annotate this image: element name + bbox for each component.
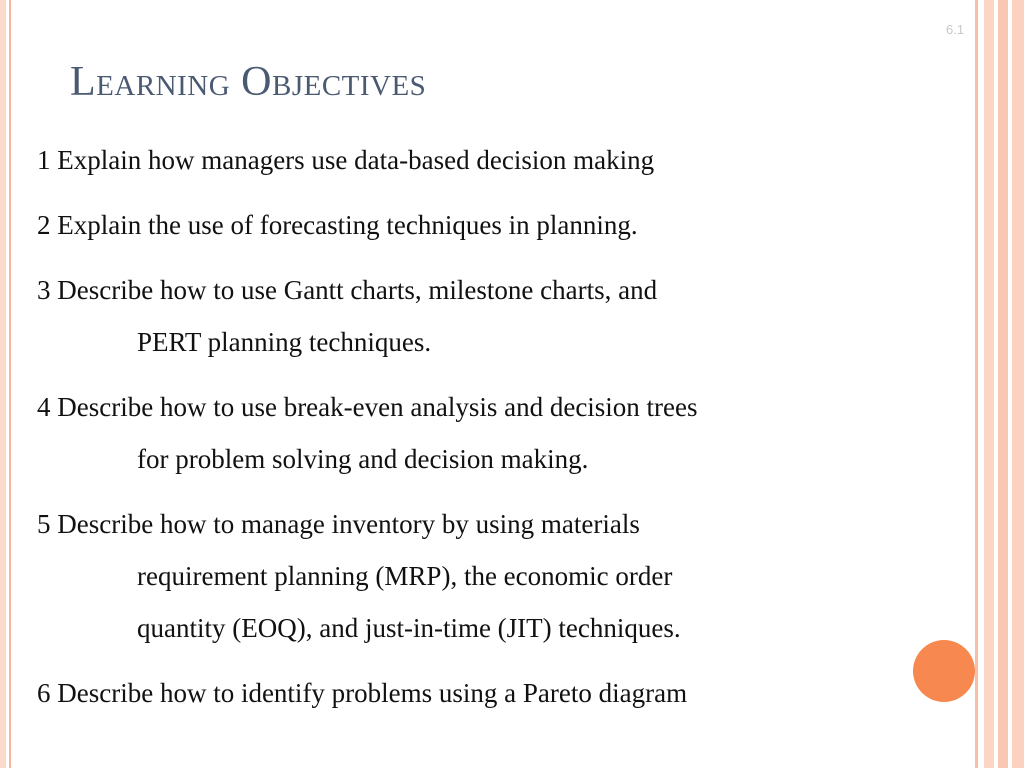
objective-item <box>37 381 937 485</box>
right-border-stripe <box>1012 0 1024 768</box>
objective-line-continuation: quantity (EOQ), and just-in-time (JIT) techniques. <box>137 613 681 643</box>
objective-line: 2 Explain the use of forecasting techniques in planning. <box>37 210 638 240</box>
objective-item <box>37 498 937 654</box>
right-decorative-border <box>975 0 1024 768</box>
left-border-band <box>0 0 6 768</box>
decorative-orange-circle <box>913 640 975 702</box>
right-border-stripe <box>998 0 1008 768</box>
slide-title: Learning Objectives <box>70 59 427 105</box>
objective-line-continuation: requirement planning (MRP), the economic order <box>137 561 673 591</box>
objective-item <box>37 134 937 186</box>
page-number: 6.1 <box>946 22 965 37</box>
left-decorative-border <box>0 0 16 768</box>
objectives-list <box>37 134 937 732</box>
objective-item <box>37 667 937 719</box>
right-border-stripe <box>984 0 994 768</box>
objective-line-continuation: PERT planning techniques. <box>137 327 432 357</box>
objective-line: 5 Describe how to manage inventory by using materials <box>37 509 640 539</box>
objective-line: 4 Describe how to use break-even analysis and decision trees <box>37 392 698 422</box>
objective-item <box>37 264 937 368</box>
objective-line-continuation: for problem solving and decision making. <box>137 444 589 474</box>
objective-line: 1 Explain how managers use data-based decision making <box>37 145 655 175</box>
objective-line: 6 Describe how to identify problems using a Pareto diagram <box>37 678 688 708</box>
objective-line: 3 Describe how to use Gantt charts, milestone charts, and <box>37 275 658 305</box>
left-border-stripe <box>9 0 11 768</box>
objective-item <box>37 199 937 251</box>
